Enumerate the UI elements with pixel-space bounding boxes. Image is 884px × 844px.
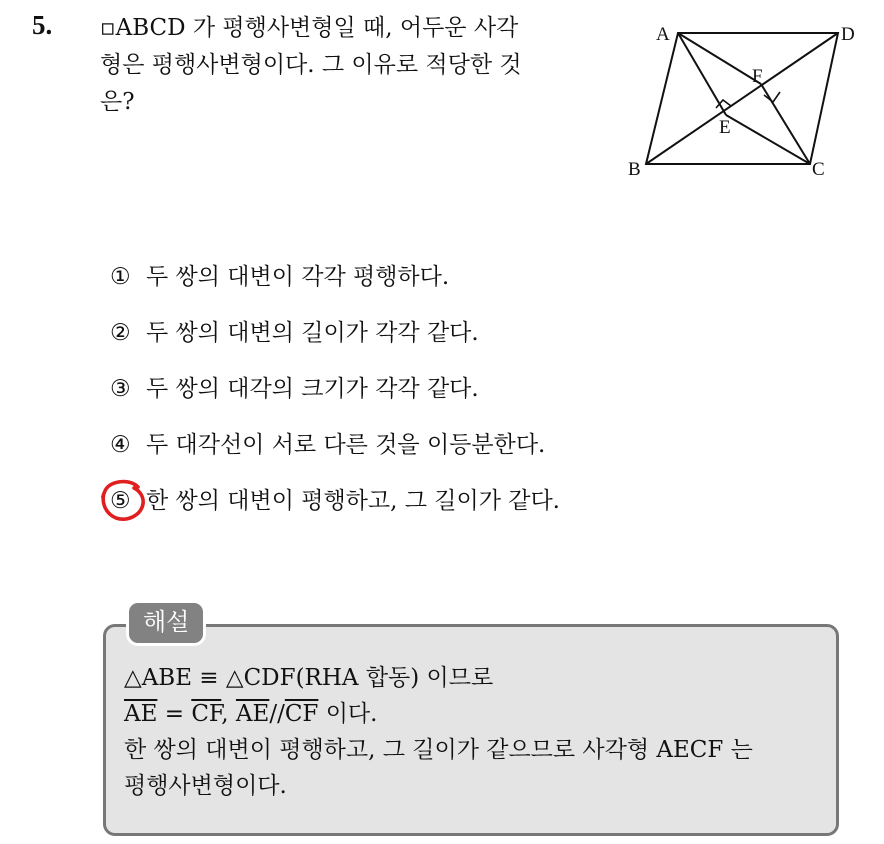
choice-text: 한 쌍의 대변이 평행하고, 그 길이가 같다. <box>146 488 560 514</box>
segment-cf-overline: $\overline{CF}$ <box>284 701 319 727</box>
choice-text: 두 쌍의 대각의 크기가 각각 같다. <box>146 376 479 402</box>
solution-tag: 해설 <box>126 600 206 646</box>
choice-text: 두 대각선이 서로 다른 것을 이등분한다. <box>146 432 546 458</box>
choice-marker: ① <box>110 264 131 290</box>
solution-tail: 이다. <box>318 701 378 727</box>
segment-ae-overline: $\overline{AE}$ <box>124 701 158 727</box>
choice-text: 두 쌍의 대변의 길이가 각각 같다. <box>146 320 479 346</box>
parallel-sign: // <box>269 701 285 727</box>
parallelogram-diagram <box>618 20 868 190</box>
choice-marker: ② <box>110 320 131 346</box>
choice-marker: ④ <box>110 432 131 458</box>
label-c: C <box>812 159 825 180</box>
parallelogram-figure <box>618 20 868 190</box>
question-line: ▫ABCD 가 평행사변형일 때, 어두운 사각 <box>100 15 519 41</box>
question-line: 은? <box>100 89 135 115</box>
solution-line: △ABE ≡ △CDF(RHA 합동) 이므로 <box>124 665 494 691</box>
solution-body <box>124 660 829 804</box>
choice-2[interactable] <box>110 313 670 353</box>
choice-4[interactable] <box>110 425 670 465</box>
comma: , <box>221 701 236 727</box>
segment-ae-overline: $\overline{AE}$ <box>235 701 270 727</box>
label-a: A <box>656 24 670 45</box>
diagonal-bd <box>646 33 838 164</box>
label-e: E <box>719 117 731 138</box>
solution-line <box>124 696 829 732</box>
choice-3[interactable] <box>110 369 670 409</box>
choice-marker <box>110 481 146 521</box>
label-b: B <box>628 159 641 180</box>
choice-text: 두 쌍의 대변이 각각 평행하다. <box>146 264 450 290</box>
choice-5[interactable] <box>110 481 670 521</box>
choice-marker-text: ⑤ <box>110 488 131 514</box>
question-text <box>100 10 590 121</box>
solution-line: 한 쌍의 대변이 평행하고, 그 길이가 같으므로 사각형 AECF 는 <box>124 737 753 763</box>
solution-line: 평행사변형이다. <box>124 773 287 799</box>
choice-marker: ③ <box>110 376 131 402</box>
equals-sign: = <box>157 701 192 727</box>
choice-1[interactable] <box>110 257 670 297</box>
segment-cf-overline: $\overline{CF}$ <box>191 701 222 727</box>
segment-af <box>678 33 761 84</box>
question-line: 형은 평행사변형이다. 그 이유로 적당한 것 <box>100 52 522 78</box>
label-d: D <box>841 24 855 45</box>
question-number: 5. <box>32 10 53 40</box>
segment-fc <box>761 84 810 164</box>
segment-ae <box>678 33 726 115</box>
label-f: F <box>752 66 763 87</box>
segment-ec <box>726 115 810 164</box>
